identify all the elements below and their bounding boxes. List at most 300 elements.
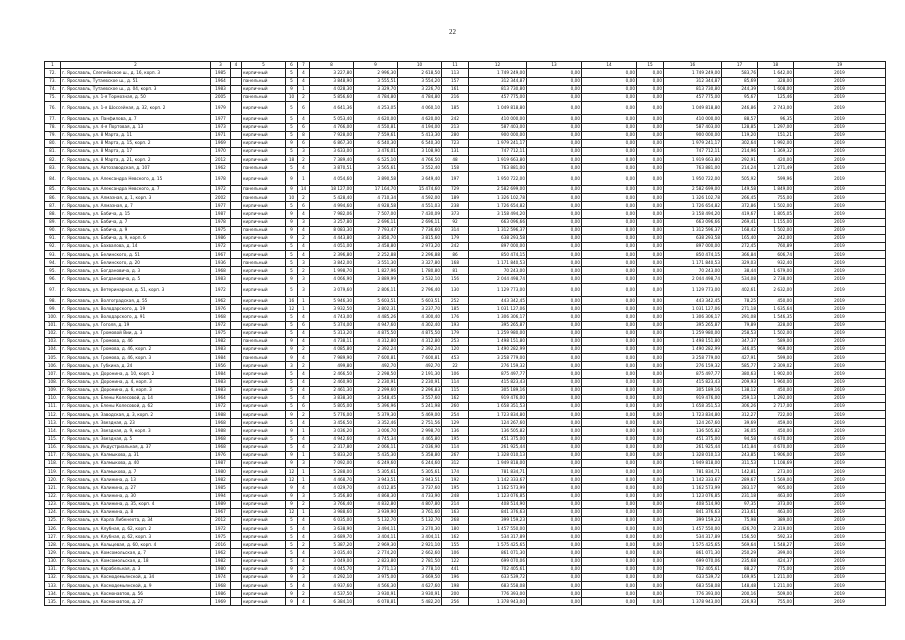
- residents-cell: 122: [442, 557, 469, 565]
- premises-area-cell: 4 784,80: [354, 93, 398, 101]
- cost-source-2-cell: 0,00: [582, 321, 637, 329]
- entrances-cell: 4: [298, 378, 310, 386]
- owners-funds-cell: 702 405,61: [664, 565, 722, 573]
- wall-material-cell: кирпичный: [242, 202, 286, 210]
- entrances-cell: 2: [298, 345, 310, 353]
- residents-cell: 197: [442, 172, 469, 186]
- residents-cell: 254: [442, 411, 469, 419]
- cost-source-3-cell: 0,00: [637, 541, 664, 549]
- cost-source-2-cell: 0,00: [582, 172, 637, 186]
- completion-year-cell: 2019: [794, 101, 886, 115]
- wall-material-cell: панельный: [242, 259, 286, 267]
- premises-area-cell: 4 253,05: [354, 101, 398, 115]
- premises-area-cell: 4 745,34: [354, 435, 398, 443]
- total-area-cell: 5 387,20: [310, 541, 354, 549]
- premises-area-cell: 17 164,70: [354, 185, 398, 193]
- total-cost-cell: 1 498 151,80: [469, 337, 527, 345]
- owners-funds-cell: 124 267,60: [664, 419, 722, 427]
- owners-funds-cell: 443 342,45: [664, 297, 722, 305]
- total-cost-cell: 1 328 010,13: [469, 451, 527, 459]
- completion-year-cell: 2019: [794, 525, 886, 533]
- table-row: [45, 443, 886, 451]
- total-area-cell: 5 856,60: [310, 93, 354, 101]
- unit-cost-cell: 289,67: [722, 476, 758, 484]
- column-4-cell: [231, 115, 242, 123]
- floors-cell: 5: [286, 251, 298, 259]
- completion-year-cell: 2019: [794, 362, 886, 370]
- column-4-cell: [231, 459, 242, 467]
- table-row: [45, 394, 886, 402]
- total-cost-cell: 1 306 306,17: [469, 313, 527, 321]
- premises-area-cell: 1 827,96: [354, 267, 398, 275]
- premises-area-cell: 3 006,70: [354, 427, 398, 435]
- wall-material-cell: кирпичный: [242, 419, 286, 427]
- cost-source-3-cell: 0,00: [637, 370, 664, 378]
- limit-cost-cell: 328,00: [758, 321, 794, 329]
- unit-cost-cell: 291,08: [722, 313, 758, 321]
- address-cell: г. Ярославль, ул. Калмыкова, д. 40: [61, 459, 211, 467]
- wall-material-cell: кирпичный: [242, 525, 286, 533]
- cost-source-2-cell: 0,00: [582, 451, 637, 459]
- total-cost-cell: 900 000,00: [469, 131, 527, 139]
- address-cell: г. Ярославль, ул. Космонавтов, д. 27: [61, 598, 211, 606]
- completion-year-cell: 2019: [794, 557, 886, 565]
- table-row: [45, 251, 886, 259]
- total-area-cell: 3 689,70: [310, 533, 354, 541]
- unit-cost-cell: 426,70: [722, 525, 758, 533]
- cost-source-1-cell: 0,00: [527, 337, 582, 345]
- completion-year-cell: 2019: [794, 297, 886, 305]
- cost-source-2-cell: 0,00: [582, 443, 637, 451]
- owners-funds-cell: 1 049 818,80: [664, 101, 722, 115]
- owners-funds-cell: 1 726 654,82: [664, 202, 722, 210]
- address-cell: г. Ярославль, ул. Доронина, д. 6, корп. 3: [61, 386, 211, 394]
- completion-year-cell: 2019: [794, 533, 886, 541]
- limit-cost-cell: 399,00: [758, 549, 794, 557]
- premises-area-cell: 2 392,24: [354, 345, 398, 353]
- column-4-cell: [231, 139, 242, 147]
- wall-material-cell: кирпичный: [242, 557, 286, 565]
- floors-cell: 5: [286, 69, 298, 77]
- cost-source-2-cell: 0,00: [582, 541, 637, 549]
- premises-area-cell: 4 710,34: [354, 194, 398, 202]
- column-4-cell: [231, 468, 242, 476]
- residents-cell: 179: [442, 329, 469, 337]
- residential-area-cell: 2 036,90: [398, 443, 442, 451]
- premises-area-cell: 5 305,61: [354, 468, 398, 476]
- total-area-cell: 4 443,80: [310, 234, 354, 242]
- column-4-cell: [231, 378, 242, 386]
- owners-funds-cell: 850 474,15: [664, 251, 722, 259]
- total-area-cell: 4 537,50: [310, 590, 354, 598]
- year-cell: 1982: [211, 337, 231, 345]
- row-number-cell: 106.: [45, 362, 61, 370]
- address-cell: г. Ярославль, ул. Елены Колесовой, д. 62: [61, 402, 211, 410]
- row-number-cell: 104.: [45, 345, 61, 353]
- cost-source-1-cell: 0,00: [527, 468, 582, 476]
- cost-source-2-cell: 0,00: [582, 427, 637, 435]
- wall-material-cell: панельный: [242, 185, 286, 193]
- row-number-cell: 93.: [45, 251, 61, 259]
- floors-cell: 5: [286, 370, 298, 378]
- row-number-cell: 111.: [45, 402, 61, 410]
- cost-source-2-cell: 0,00: [582, 565, 637, 573]
- floors-cell: 9: [286, 411, 298, 419]
- floors-cell: 9: [286, 337, 298, 345]
- address-cell: г. Ярославль, Тутаевское ш., д. 04, корп. 3: [61, 85, 211, 93]
- limit-cost-cell: 125,46: [758, 93, 794, 101]
- cost-source-1-cell: 0,00: [527, 194, 582, 202]
- column-number-11: 11: [442, 62, 469, 69]
- premises-area-cell: 3 975,00: [354, 573, 398, 581]
- column-4-cell: [231, 345, 242, 353]
- total-cost-cell: 1 129 773,00: [469, 283, 527, 297]
- total-cost-cell: 897 000,00: [469, 242, 527, 250]
- entrances-cell: 4: [298, 525, 310, 533]
- premises-area-cell: 5 396,96: [354, 402, 398, 410]
- column-4-cell: [231, 484, 242, 492]
- completion-year-cell: 2019: [794, 582, 886, 590]
- table-row: [45, 194, 886, 202]
- premises-area-cell: 5 132,70: [354, 516, 398, 524]
- table-row: [45, 508, 886, 516]
- unit-cost-cell: 226,93: [722, 598, 758, 606]
- premises-area-cell: 3 930,91: [354, 590, 398, 598]
- limit-cost-cell: 2 309,02: [758, 362, 794, 370]
- year-cell: 1983: [211, 85, 231, 93]
- column-number-3: 3: [211, 62, 231, 69]
- unit-cost-cell: 78,25: [722, 297, 758, 305]
- column-4-cell: [231, 362, 242, 370]
- floors-cell: 5: [286, 313, 298, 321]
- cost-source-1-cell: 0,00: [527, 549, 582, 557]
- floors-cell: 9: [286, 354, 298, 362]
- residents-cell: 267: [442, 451, 469, 459]
- address-cell: г. Ярославль, ул. Гоголя, д. 19: [61, 321, 211, 329]
- floors-cell: 9: [286, 85, 298, 93]
- limit-cost-cell: 932,40: [758, 259, 794, 267]
- year-cell: 1986: [211, 590, 231, 598]
- cost-source-2-cell: 0,00: [582, 115, 637, 123]
- total-area-cell: 4 028,30: [310, 85, 354, 93]
- unit-cost-cell: 505,92: [722, 172, 758, 186]
- total-area-cell: 5 374,00: [310, 321, 354, 329]
- residents-cell: 441: [442, 565, 469, 573]
- cost-source-1-cell: 0,00: [527, 598, 582, 606]
- completion-year-cell: 2019: [794, 321, 886, 329]
- residential-area-cell: 4 302,40: [398, 321, 442, 329]
- floors-cell: 5: [286, 115, 298, 123]
- total-area-cell: 3 932,50: [310, 305, 354, 313]
- address-cell: г. Ярославль, ул. Бабича, д. 15: [61, 210, 211, 218]
- total-area-cell: 3 766,40: [310, 500, 354, 508]
- owners-funds-cell: 1 326 102,78: [664, 194, 722, 202]
- cost-source-1-cell: 0,00: [527, 362, 582, 370]
- cost-source-3-cell: 0,00: [637, 427, 664, 435]
- cost-source-2-cell: 0,00: [582, 123, 637, 131]
- cost-source-1-cell: 0,00: [527, 443, 582, 451]
- table-row: [45, 131, 886, 139]
- owners-funds-cell: 1 949 818,00: [664, 459, 722, 467]
- owners-funds-cell: 261 925,44: [664, 443, 722, 451]
- entrances-cell: 3: [298, 275, 310, 283]
- floors-cell: 5: [286, 242, 298, 250]
- address-cell: г. Ярославль, ул. Калинина, д. 13: [61, 476, 211, 484]
- row-number-cell: 131.: [45, 565, 61, 573]
- residential-area-cell: 3 532,10: [398, 275, 442, 283]
- total-area-cell: 4 738,11: [310, 337, 354, 345]
- wall-material-cell: кирпичный: [242, 492, 286, 500]
- owners-funds-cell: 875 497,77: [664, 370, 722, 378]
- total-area-cell: 2 460,90: [310, 378, 354, 386]
- total-cost-cell: 1 658 351,53: [469, 402, 527, 410]
- residential-area-cell: 2 662,60: [398, 549, 442, 557]
- address-cell: г. Ярославль, ул. Богдановича, д. 5: [61, 275, 211, 283]
- residential-area-cell: 4 060,10: [398, 101, 442, 115]
- completion-year-cell: 2019: [794, 492, 886, 500]
- row-number-cell: 109.: [45, 386, 61, 394]
- residents-cell: 280: [442, 131, 469, 139]
- total-cost-cell: 312 344,87: [469, 77, 527, 85]
- cost-source-2-cell: 0,00: [582, 411, 637, 419]
- wall-material-cell: кирпичный: [242, 115, 286, 123]
- row-number-cell: 85.: [45, 185, 61, 193]
- owners-funds-cell: 699 070,06: [664, 557, 722, 565]
- address-cell: г. Ярославль, ул. 1-я Тормозная, д. 50: [61, 93, 211, 101]
- residents-cell: 253: [442, 337, 469, 345]
- column-4-cell: [231, 582, 242, 590]
- total-area-cell: 6 384,10: [310, 598, 354, 606]
- wall-material-cell: кирпичный: [242, 500, 286, 508]
- unit-cost-cell: 138,12: [722, 386, 758, 394]
- limit-cost-cell: 589,00: [758, 337, 794, 345]
- cost-source-1-cell: 0,00: [527, 484, 582, 492]
- cost-source-3-cell: 0,00: [637, 234, 664, 242]
- floors-cell: 9: [286, 484, 298, 492]
- floors-cell: 12: [286, 476, 298, 484]
- owners-funds-cell: 781 834,71: [664, 468, 722, 476]
- table-row: [45, 582, 886, 590]
- completion-year-cell: 2019: [794, 164, 886, 172]
- cost-source-3-cell: 0,00: [637, 590, 664, 598]
- residential-area-cell: 4 620,00: [398, 115, 442, 123]
- entrances-cell: 1: [298, 297, 310, 305]
- cost-source-3-cell: 0,00: [637, 77, 664, 85]
- cost-source-2-cell: 0,00: [582, 194, 637, 202]
- address-cell: г. Ярославль, ул. Корабельная, д. 3: [61, 565, 211, 573]
- entrances-cell: 2: [298, 590, 310, 598]
- limit-cost-cell: 1 805,05: [758, 210, 794, 218]
- unit-cost-cell: 75,98: [722, 516, 758, 524]
- total-area-cell: 4 029,70: [310, 484, 354, 492]
- total-cost-cell: 457 775,00: [469, 93, 527, 101]
- unit-cost-cell: 231,18: [722, 492, 758, 500]
- row-number-cell: 107.: [45, 370, 61, 378]
- column-number-4: 4: [231, 62, 242, 69]
- floors-cell: 5: [286, 549, 298, 557]
- table-row: [45, 468, 886, 476]
- total-cost-cell: 1 950 722,00: [469, 172, 527, 186]
- unit-cost-cell: 329,03: [722, 259, 758, 267]
- register-table-body: [45, 62, 886, 606]
- address-cell: г. Ярославль, ул. Александра Невского, д. 15: [61, 172, 211, 186]
- premises-area-cell: 6 540,30: [354, 139, 398, 147]
- owners-funds-cell: 776 393,00: [664, 590, 722, 598]
- residents-cell: 314: [442, 226, 469, 234]
- owners-funds-cell: 900 000,00: [664, 131, 722, 139]
- residential-area-cell: 7 736,60: [398, 226, 442, 234]
- residential-area-cell: 2 921,10: [398, 541, 442, 549]
- column-number-17: 17: [722, 62, 758, 69]
- row-number-cell: 123.: [45, 500, 61, 508]
- year-cell: 1968: [211, 313, 231, 321]
- year-cell: 1964: [211, 77, 231, 85]
- cost-source-3-cell: 0,00: [637, 172, 664, 186]
- unit-cost-cell: 88,27: [722, 565, 758, 573]
- residential-area-cell: 4 592,00: [398, 194, 442, 202]
- residential-area-cell: 3 327,80: [398, 259, 442, 267]
- table-row: [45, 476, 886, 484]
- row-number-cell: 94.: [45, 259, 61, 267]
- owners-funds-cell: 1 575 425,65: [664, 541, 722, 549]
- table-row: [45, 573, 886, 581]
- table-row: [45, 321, 886, 329]
- unit-cost-cell: 85,69: [722, 77, 758, 85]
- total-area-cell: 4 994,60: [310, 202, 354, 210]
- year-cell: 1972: [211, 321, 231, 329]
- residential-area-cell: 3 554,20: [398, 77, 442, 85]
- limit-cost-cell: 328,00: [758, 77, 794, 85]
- cost-source-2-cell: 0,00: [582, 275, 637, 283]
- row-number-cell: 100.: [45, 313, 61, 321]
- residents-cell: 729: [442, 185, 469, 193]
- completion-year-cell: 2019: [794, 283, 886, 297]
- total-area-cell: 3 049,00: [310, 557, 354, 565]
- residents-cell: 214: [442, 500, 469, 508]
- entrances-cell: 2: [298, 411, 310, 419]
- total-cost-cell: 1 949 818,00: [469, 459, 527, 467]
- limit-cost-cell: 420,00: [758, 156, 794, 164]
- wall-material-cell: панельный: [242, 194, 286, 202]
- cost-source-3-cell: 0,00: [637, 93, 664, 101]
- unit-cost-cell: 585,77: [722, 362, 758, 370]
- unit-cost-cell: 271,18: [722, 305, 758, 313]
- column-4-cell: [231, 275, 242, 283]
- table-row: [45, 283, 886, 297]
- unit-cost-cell: 244,39: [722, 85, 758, 93]
- premises-area-cell: 3 943,51: [354, 476, 398, 484]
- cost-source-2-cell: 0,00: [582, 378, 637, 386]
- cost-source-2-cell: 0,00: [582, 329, 637, 337]
- table-row: [45, 598, 886, 606]
- column-4-cell: [231, 226, 242, 234]
- floors-cell: 9: [286, 345, 298, 353]
- floors-cell: 5: [286, 378, 298, 386]
- floors-cell: 9: [286, 590, 298, 598]
- wall-material-cell: кирпичный: [242, 435, 286, 443]
- unit-cost-cell: 258,53: [722, 329, 758, 337]
- column-number-row: [45, 62, 886, 69]
- owners-funds-cell: 534 317,89: [664, 533, 722, 541]
- table-row: [45, 386, 886, 394]
- residents-cell: 157: [442, 77, 469, 85]
- owners-funds-cell: 1 457 550,00: [664, 525, 722, 533]
- limit-cost-cell: 755,00: [758, 194, 794, 202]
- column-4-cell: [231, 259, 242, 267]
- residents-cell: 252: [442, 297, 469, 305]
- entrances-cell: 3: [298, 259, 310, 267]
- residential-area-cell: 3 552,40: [398, 164, 442, 172]
- residential-area-cell: 4 465,80: [398, 435, 442, 443]
- premises-area-cell: 2 298,50: [354, 370, 398, 378]
- completion-year-cell: 2019: [794, 378, 886, 386]
- row-number-cell: 92.: [45, 242, 61, 250]
- completion-year-cell: 2019: [794, 484, 886, 492]
- floors-cell: 5: [286, 525, 298, 533]
- cost-source-1-cell: 0,00: [527, 582, 582, 590]
- total-cost-cell: 1 312 596,37: [469, 226, 527, 234]
- limit-cost-cell: 151,21: [758, 131, 794, 139]
- residential-area-cell: 3 108,90: [398, 148, 442, 156]
- completion-year-cell: 2019: [794, 573, 886, 581]
- entrances-cell: 1: [298, 468, 310, 476]
- column-4-cell: [231, 549, 242, 557]
- year-cell: 1973: [211, 123, 231, 131]
- total-area-cell: 7 982,06: [310, 210, 354, 218]
- residential-area-cell: 5 241,98: [398, 402, 442, 410]
- owners-funds-cell: 276 159,32: [664, 362, 722, 370]
- unit-cost-cell: 292,91: [722, 156, 758, 164]
- address-cell: г. Ярославль, ул. Белинского, д. 51: [61, 251, 211, 259]
- cost-source-3-cell: 0,00: [637, 123, 664, 131]
- entrances-cell: 3: [298, 218, 310, 226]
- floors-cell: 5: [286, 267, 298, 275]
- cost-source-3-cell: 0,00: [637, 259, 664, 267]
- residents-cell: 129: [442, 419, 469, 427]
- year-cell: 1956: [211, 362, 231, 370]
- residents-cell: 131: [442, 148, 469, 156]
- cost-source-1-cell: 0,00: [527, 148, 582, 156]
- cost-source-3-cell: 0,00: [637, 101, 664, 115]
- residents-cell: 115: [442, 386, 469, 394]
- cost-source-3-cell: 0,00: [637, 378, 664, 386]
- owners-funds-cell: 415 823,43: [664, 378, 722, 386]
- residential-area-cell: 5 305,61: [398, 468, 442, 476]
- total-area-cell: 7 928,00: [310, 131, 354, 139]
- unit-cost-cell: 142,81: [722, 468, 758, 476]
- column-4-cell: [231, 508, 242, 516]
- floors-cell: 9: [286, 598, 298, 606]
- address-cell: г. Ярославль, ул. Клубная, д. 62, корп. 2: [61, 525, 211, 533]
- cost-source-1-cell: 0,00: [527, 234, 582, 242]
- unit-cost-cell: 243,85: [722, 451, 758, 459]
- address-cell: г. Ярославль, ул. Звездная, д. 9, корп. 3: [61, 427, 211, 435]
- column-4-cell: [231, 172, 242, 186]
- address-cell: г. Ярославль, ул. Володарского, д. 19: [61, 305, 211, 313]
- total-cost-cell: 841 376,63: [469, 508, 527, 516]
- unit-cost-cell: 169,95: [722, 573, 758, 581]
- cost-source-2-cell: 0,00: [582, 139, 637, 147]
- residential-area-cell: 3 557,60: [398, 394, 442, 402]
- year-cell: 1983: [211, 378, 231, 386]
- cost-source-2-cell: 0,00: [582, 516, 637, 524]
- unit-cost-cell: 266,45: [722, 194, 758, 202]
- owners-funds-cell: 1 490 282,99: [664, 345, 722, 353]
- entrances-cell: 4: [298, 69, 310, 77]
- entrances-cell: 4: [298, 77, 310, 85]
- entrances-cell: 2: [298, 234, 310, 242]
- limit-cost-cell: 1 902,00: [758, 370, 794, 378]
